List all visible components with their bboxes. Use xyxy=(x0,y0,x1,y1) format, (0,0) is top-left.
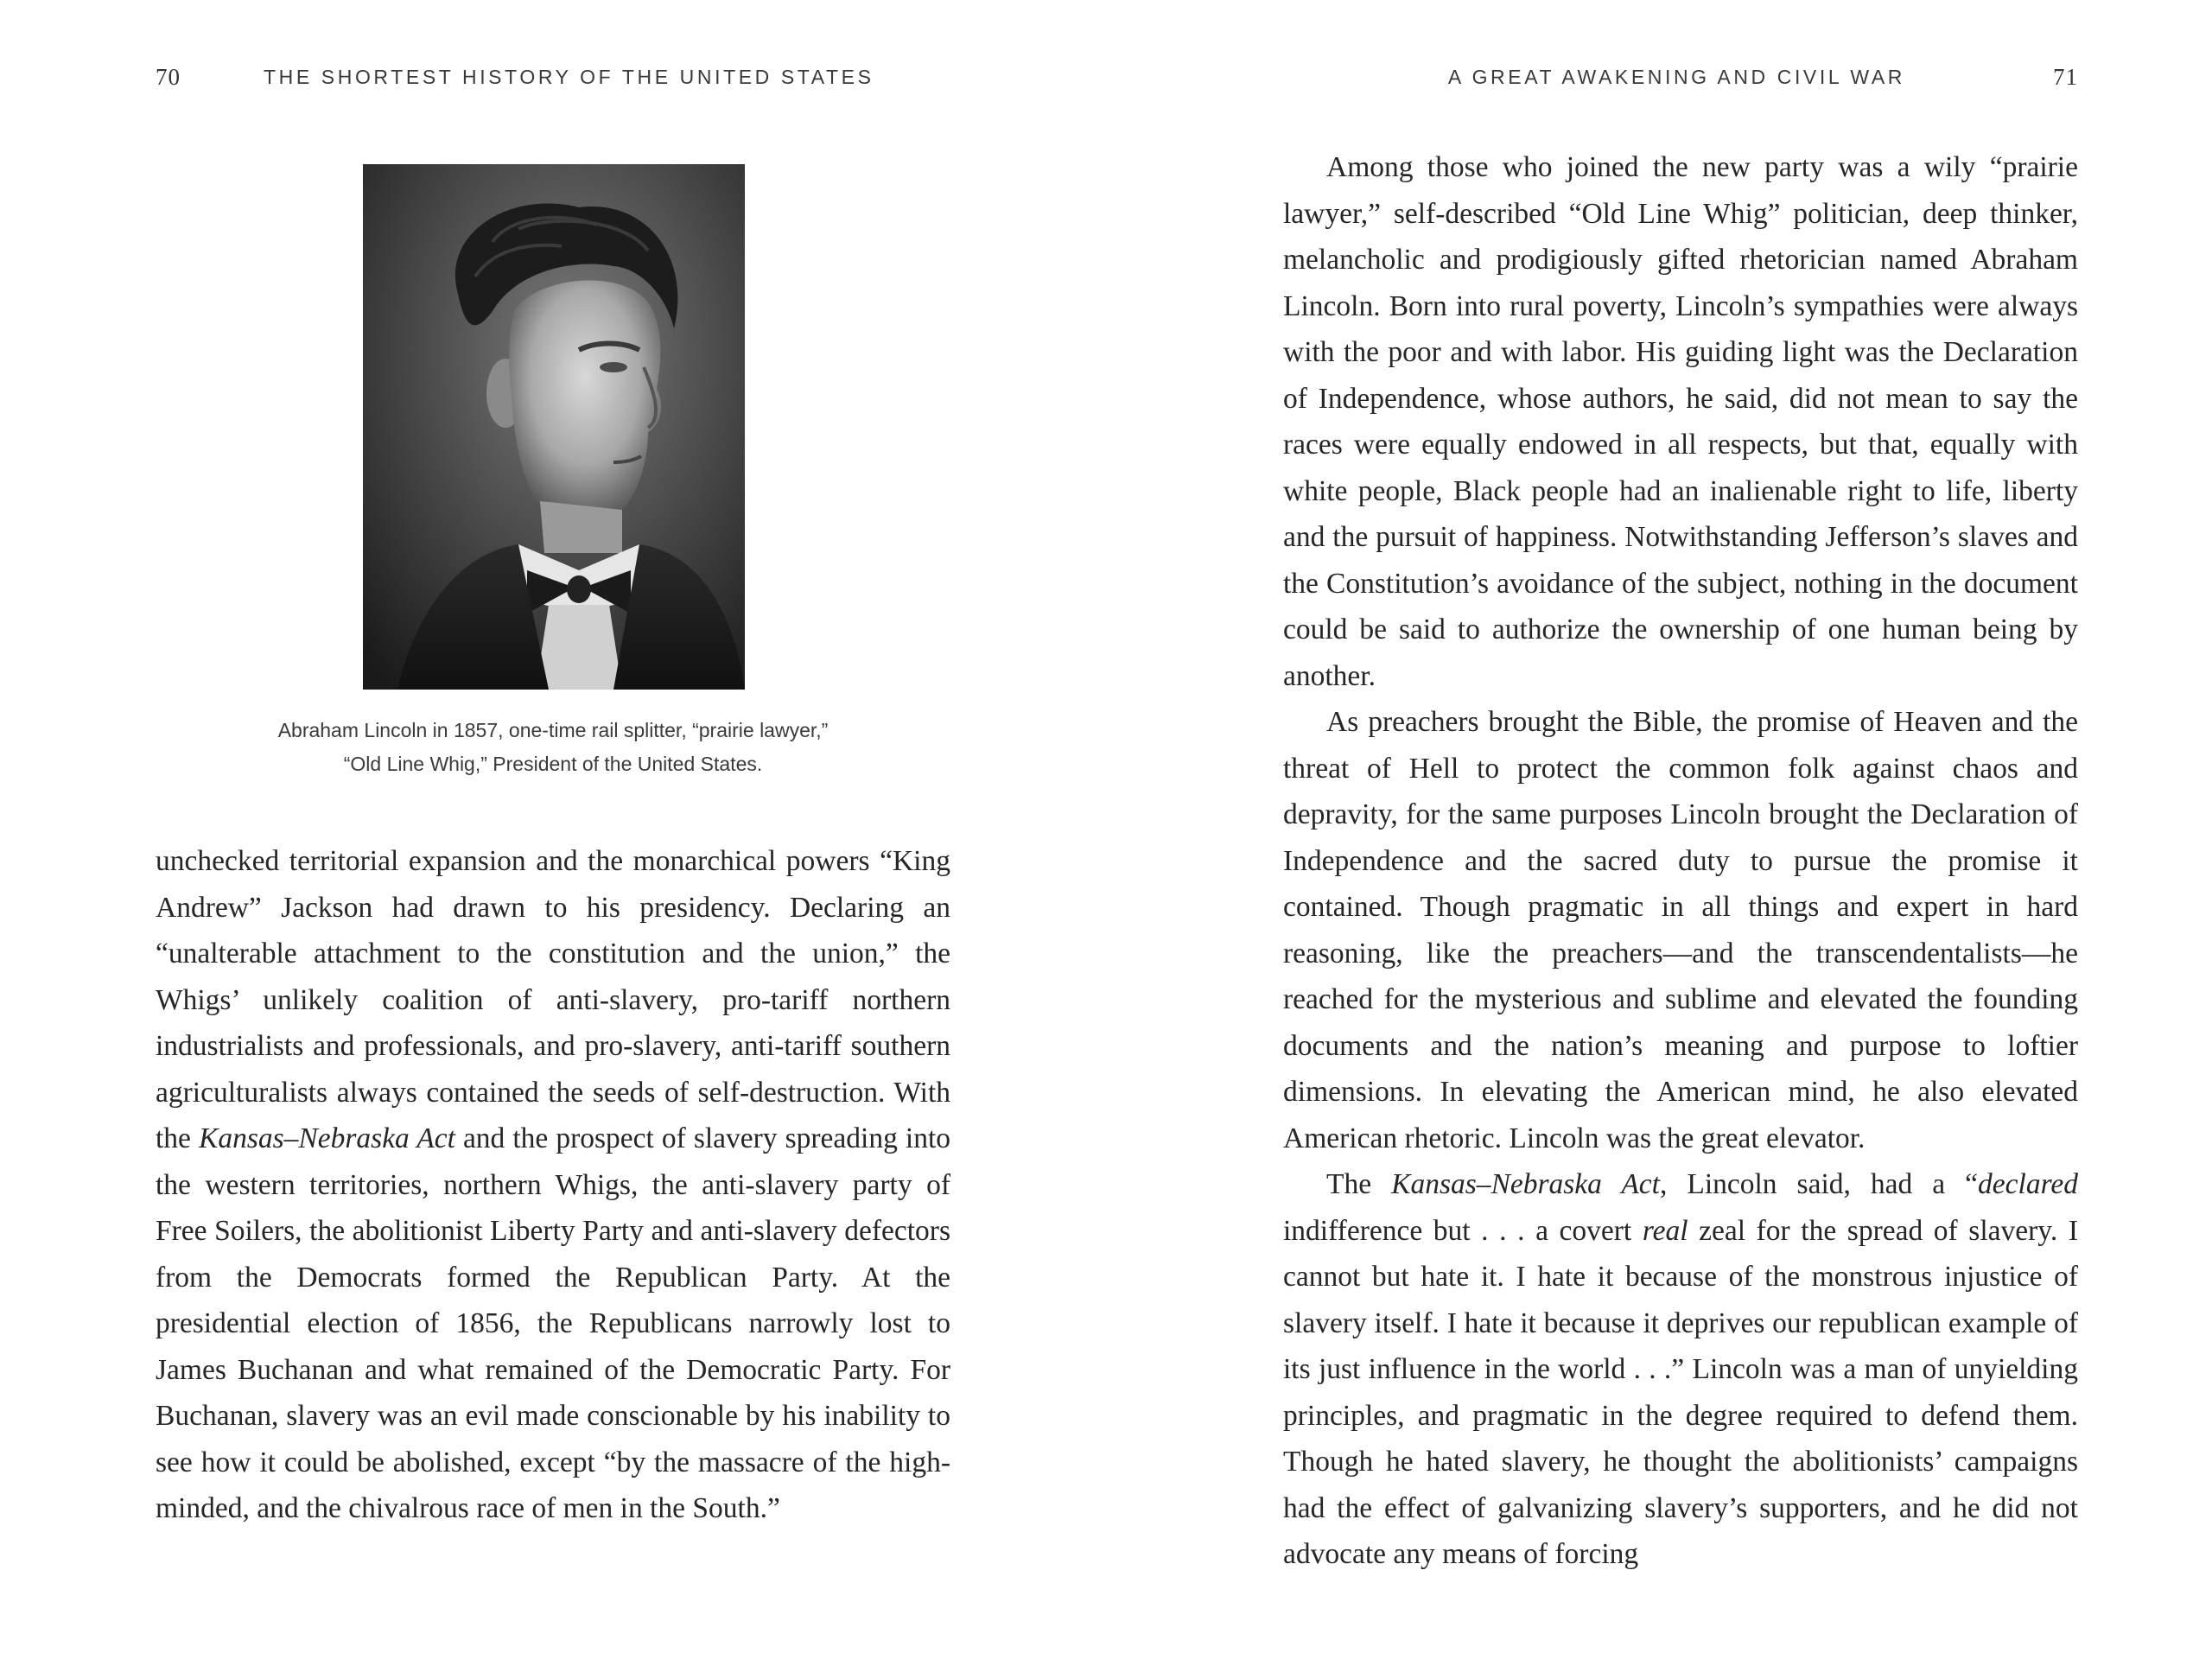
right-paragraph-1: Among those who joined the new party was a wily “prairie lawyer,” self-described “Old Line Whig” politician, deep thinker, melancholic and prodigiously gifted rhetorician named Abraham Lincoln. Born into rural poverty, Lincoln’s sympathies were always with the poor and with labor. His guiding light was the Declaration of Independence, whose authors, he said, did not mean to say the races were equally endowed in all respects, but that, equally with white people, Black people had an inalienable right to life, liberty and the pursuit of happiness. Notwithstanding Jefferson’s slaves and the Constitution’s avoidance of the subject, nothing in the document could be said to authorize the ownership of one human being by another. xyxy=(1283,151,2078,692)
right-page-number: 71 xyxy=(2053,64,2078,90)
right-running-title: A GREAT AWAKENING AND CIVIL WAR xyxy=(1447,66,1905,88)
right-p3-part3: indifference but . . . a covert xyxy=(1283,1214,1643,1247)
caption-line-1: Abraham Lincoln in 1857, one-time rail splitter, “prairie lawyer,” xyxy=(277,719,829,741)
right-paragraph-2: As preachers brought the Bible, the promise of Heaven and the threat of Hell to protect the common folk against chaos and depravity, for the same purposes Lincoln brought the Declaration of Independence and the sacred duty to pursue the promise it contained. Though pragmatic in all things and expert in hard reasoning, like the preachers—and the transcendentalists—he reached for the mysterious and sublime and elevated the founding documents and the nation’s meaning and purpose to loftier dimensions. In elevating the American mind, he also elevated American rhetoric. Lincoln was the great elevator. xyxy=(1283,706,2078,1154)
right-p3-part2: , Lincoln said, had a “ xyxy=(1659,1168,1979,1200)
left-running-head xyxy=(156,66,950,100)
right-p3-part4: zeal for the spread of slavery. I cannot but hate it. I hate it because of the monstrous injustice of slavery itself. I hate it because it deprives our republican example of its just influence in the world . . .” Lincoln was a man of unyielding principles, and pragmatic in the degree required to defend them. Though he hated slavery, he thought the abolitionists’ campaigns had the effect of galvanizing slavery’s supporters, and he did not advocate any means of forcing xyxy=(1283,1214,2078,1570)
caption-line-2: “Old Line Whig,” President of the United States. xyxy=(343,753,763,775)
left-p1-italic-act: Kansas–Nebraska Act xyxy=(198,1122,455,1154)
right-p3-italic-real: real xyxy=(1642,1214,1688,1247)
left-p1-part1: unchecked territorial expansion and the monarchical powers “King Andrew” Jackson had drawn to his presidency. Declaring an “unalterable attachment to the constitution and the union,” the Whigs’ unlikely coalition of anti-slavery, pro-tariff northern industrialists and professionals, and pro-slavery, anti-tariff southern agriculturalists always contained the seeds of self-destruction. With the xyxy=(156,845,950,1154)
right-p3-italic-declared: declared xyxy=(1978,1168,2078,1200)
right-running-head xyxy=(1283,66,2078,100)
right-paragraph-3 xyxy=(1283,1161,2078,1578)
left-running-title: THE SHORTEST HISTORY OF THE UNITED STATES xyxy=(264,66,874,88)
right-p3-italic-act: Kansas–Nebraska Act xyxy=(1391,1168,1660,1200)
left-page xyxy=(156,0,950,1672)
left-page-number: 70 xyxy=(156,64,181,90)
right-body-text xyxy=(1283,144,2078,1578)
photo-caption xyxy=(156,714,950,781)
lincoln-portrait-photo xyxy=(363,164,745,690)
right-page xyxy=(1283,0,2078,1672)
left-p1-part2: and the prospect of slavery spreading into the western territories, northern Whigs, the anti-slavery party of Free Soilers, the abolitionist Liberty Party and anti-slavery defectors from the Democrats formed the Republican Party. At the presidential election of 1856, the Republicans narrowly lost to James Buchanan and what remained of the Democratic Party. For Buchanan, slavery was an evil made conscionable by his inability to see how it could be abolished, except “by the massacre of the high-minded, and the chivalrous race of men in the South.” xyxy=(156,1122,950,1524)
right-p3-part1: The xyxy=(1326,1168,1392,1200)
left-paragraph-1 xyxy=(156,838,950,1532)
portrait-illustration xyxy=(363,164,745,690)
left-body-text xyxy=(156,838,950,1532)
